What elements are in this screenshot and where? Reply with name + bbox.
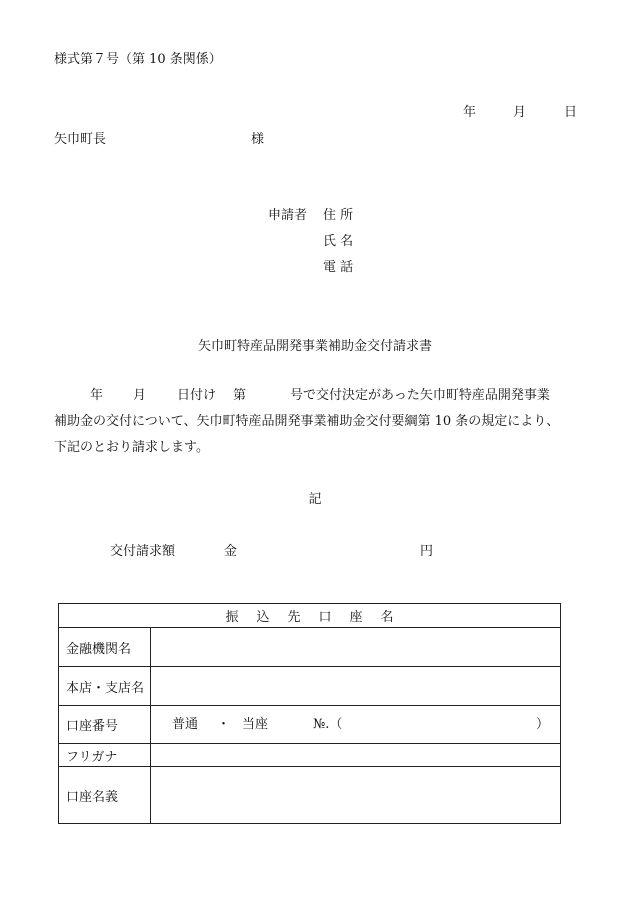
- note-heading: 記: [308, 492, 322, 507]
- applicant-label: 申請者: [268, 208, 308, 223]
- body-dated: 日付け: [177, 388, 217, 403]
- furigana-value-cell: [151, 744, 561, 767]
- account-number-label: 口座番号: [59, 706, 151, 744]
- document-title: 矢巾町特産品開発事業補助金交付請求書: [197, 339, 432, 354]
- date-day-label: 日: [564, 105, 578, 120]
- account-type-current: 当座: [242, 717, 269, 732]
- bank-value-cell: [151, 628, 561, 667]
- account-number-cell: [151, 706, 561, 744]
- bank-label: 金融機関名: [59, 628, 151, 667]
- holder-label: 口座名義: [59, 767, 151, 824]
- body-year: 年: [90, 388, 104, 403]
- holder-value-cell: [151, 767, 561, 824]
- title-char: 口: [318, 610, 332, 625]
- account-number-row: [59, 706, 561, 744]
- account-table-header-row: [59, 604, 561, 628]
- account-no-close: ）: [536, 717, 550, 732]
- request-unit: 円: [420, 544, 434, 559]
- furigana-label: フリガナ: [59, 744, 151, 767]
- account-table: [58, 603, 561, 824]
- branch-value-cell: [151, 667, 561, 706]
- body-line2: 補助金の交付について、矢巾町特産品開発事業補助金交付要綱第 10 条の規定により、: [54, 414, 560, 429]
- date-year-label: 年: [463, 105, 477, 120]
- applicant-name-label: 氏 名: [323, 234, 354, 249]
- body-line3: 下記のとおり請求します。: [54, 440, 209, 455]
- applicant-phone-label: 電 話: [323, 260, 354, 275]
- addressee-name: 矢巾町長: [54, 132, 107, 147]
- body-no: 第: [233, 388, 247, 403]
- account-type-ordinary: 普通: [172, 717, 199, 732]
- account-no-label: №.（: [313, 717, 343, 732]
- branch-row: [59, 667, 561, 706]
- title-char: 振: [225, 610, 239, 625]
- addressee-honorific: 様: [251, 132, 265, 147]
- date-month-label: 月: [513, 105, 527, 120]
- furigana-row: [59, 744, 561, 767]
- form-number: 様式第７号（第 10 条関係）: [54, 52, 222, 67]
- applicant-address-label: 住 所: [323, 208, 354, 223]
- title-char: 先: [287, 610, 301, 625]
- holder-row: [59, 767, 561, 824]
- bank-row: [59, 628, 561, 667]
- account-type-separator: ・: [217, 717, 231, 732]
- account-table-title: [59, 604, 561, 628]
- title-char: 込: [256, 610, 270, 625]
- body-line1-rest: 号で交付決定があった矢巾町特産品開発事業: [290, 388, 550, 403]
- request-prefix: 金: [224, 544, 238, 559]
- request-label: 交付請求額: [110, 544, 176, 559]
- body-month: 月: [133, 388, 147, 403]
- title-char: 座: [349, 610, 363, 625]
- branch-label: 本店・支店名: [59, 667, 151, 706]
- title-char: 名: [380, 610, 394, 625]
